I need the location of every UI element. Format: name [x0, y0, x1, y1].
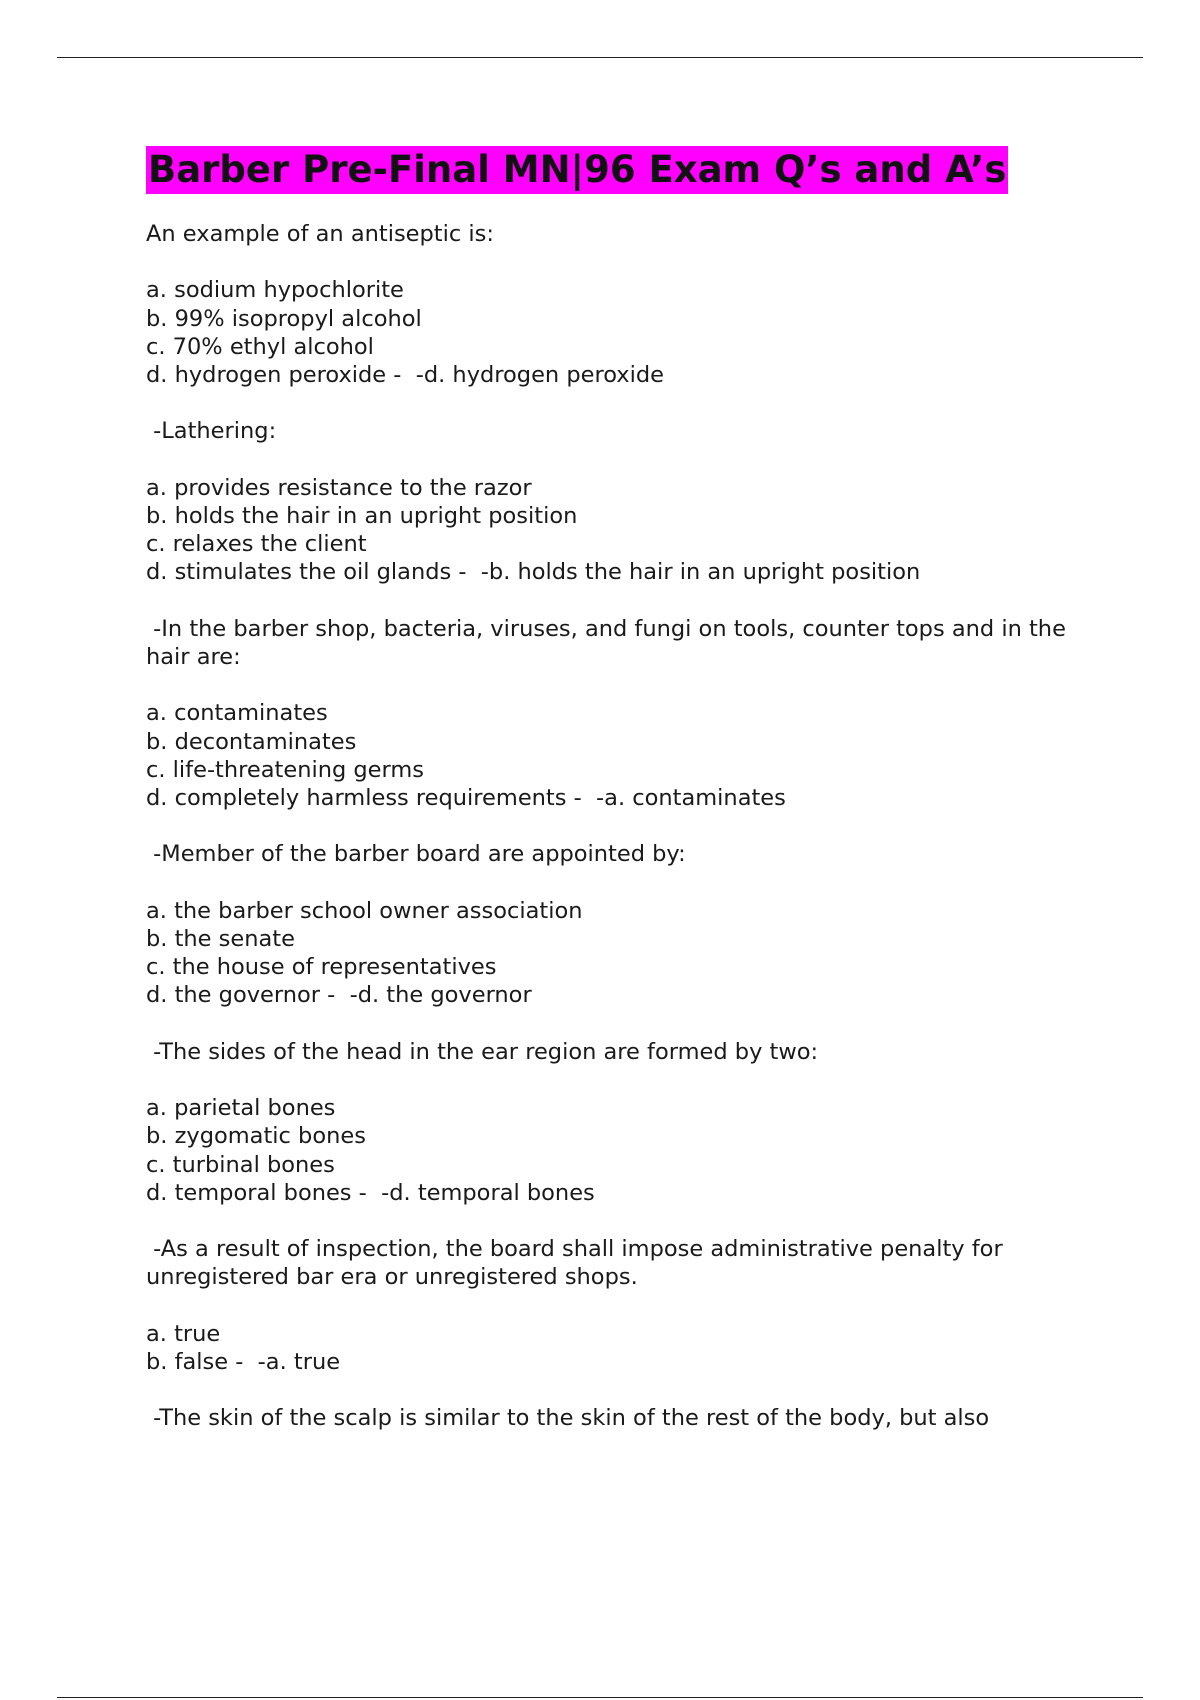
answer-option: b. 99% isopropyl alcohol	[146, 305, 422, 332]
question-prompt: An example of an antiseptic is:	[146, 221, 494, 247]
bottom-rule	[57, 1697, 1143, 1698]
question-prompt: -The sides of the head in the ear region are formed by two:	[146, 1038, 819, 1065]
answer-option: c. 70% ethyl alcohol	[146, 333, 374, 360]
answer-option: b. holds the hair in an upright position	[146, 502, 578, 529]
question-block	[146, 220, 1091, 389]
title-row	[146, 146, 1091, 194]
answer-option: a. contaminates	[146, 700, 328, 727]
answer-option: d. the governor - -d. the governor	[146, 982, 532, 1009]
answer-option: a. parietal bones	[146, 1095, 336, 1122]
answer-option: b. false - -a. true	[146, 1348, 341, 1375]
question-block	[146, 417, 1091, 586]
answer-option: c. life-threatening germs	[146, 756, 425, 783]
answer-option: c. the house of representatives	[146, 954, 497, 981]
trailing-question: -The skin of the scalp is similar to the skin of the rest of the body, but also	[146, 1405, 990, 1432]
answer-option: d. stimulates the oil glands - -b. holds the hair in an upright position	[146, 559, 921, 586]
answer-option: a. provides resistance to the razor	[146, 474, 532, 501]
question-prompt: -In the barber shop, bacteria, viruses, and fungi on tools, counter tops and in the hair are:	[146, 615, 1074, 670]
answer-option: b. the senate	[146, 925, 295, 952]
question-block	[146, 615, 1091, 812]
answer-option: b. zygomatic bones	[146, 1123, 366, 1150]
answer-option: c. turbinal bones	[146, 1151, 335, 1178]
answer-option: a. the barber school owner association	[146, 897, 583, 924]
question-block	[146, 1235, 1091, 1376]
top-rule	[57, 57, 1143, 58]
question-prompt: -Member of the barber board are appointed by:	[146, 841, 686, 868]
question-prompt: -As a result of inspection, the board shall impose administrative penalty for unregistered bar era or unregistered shops.	[146, 1236, 1010, 1291]
answer-option: a. true	[146, 1320, 221, 1347]
answer-option: c. relaxes the client	[146, 531, 367, 558]
document-title: Barber Pre-Final MN|96 Exam Q’s and A’s	[146, 146, 1008, 194]
document-body	[146, 146, 1091, 1433]
answer-option: d. temporal bones - -d. temporal bones	[146, 1179, 595, 1206]
answer-option: b. decontaminates	[146, 728, 357, 755]
question-block	[146, 1038, 1091, 1207]
answer-option: a. sodium hypochlorite	[146, 277, 404, 304]
question-prompt: -Lathering:	[146, 418, 277, 445]
question-block	[146, 840, 1091, 1009]
answer-option: d. hydrogen peroxide - -d. hydrogen peroxide	[146, 362, 664, 388]
answer-option: d. completely harmless requirements - -a. contaminates	[146, 784, 786, 811]
